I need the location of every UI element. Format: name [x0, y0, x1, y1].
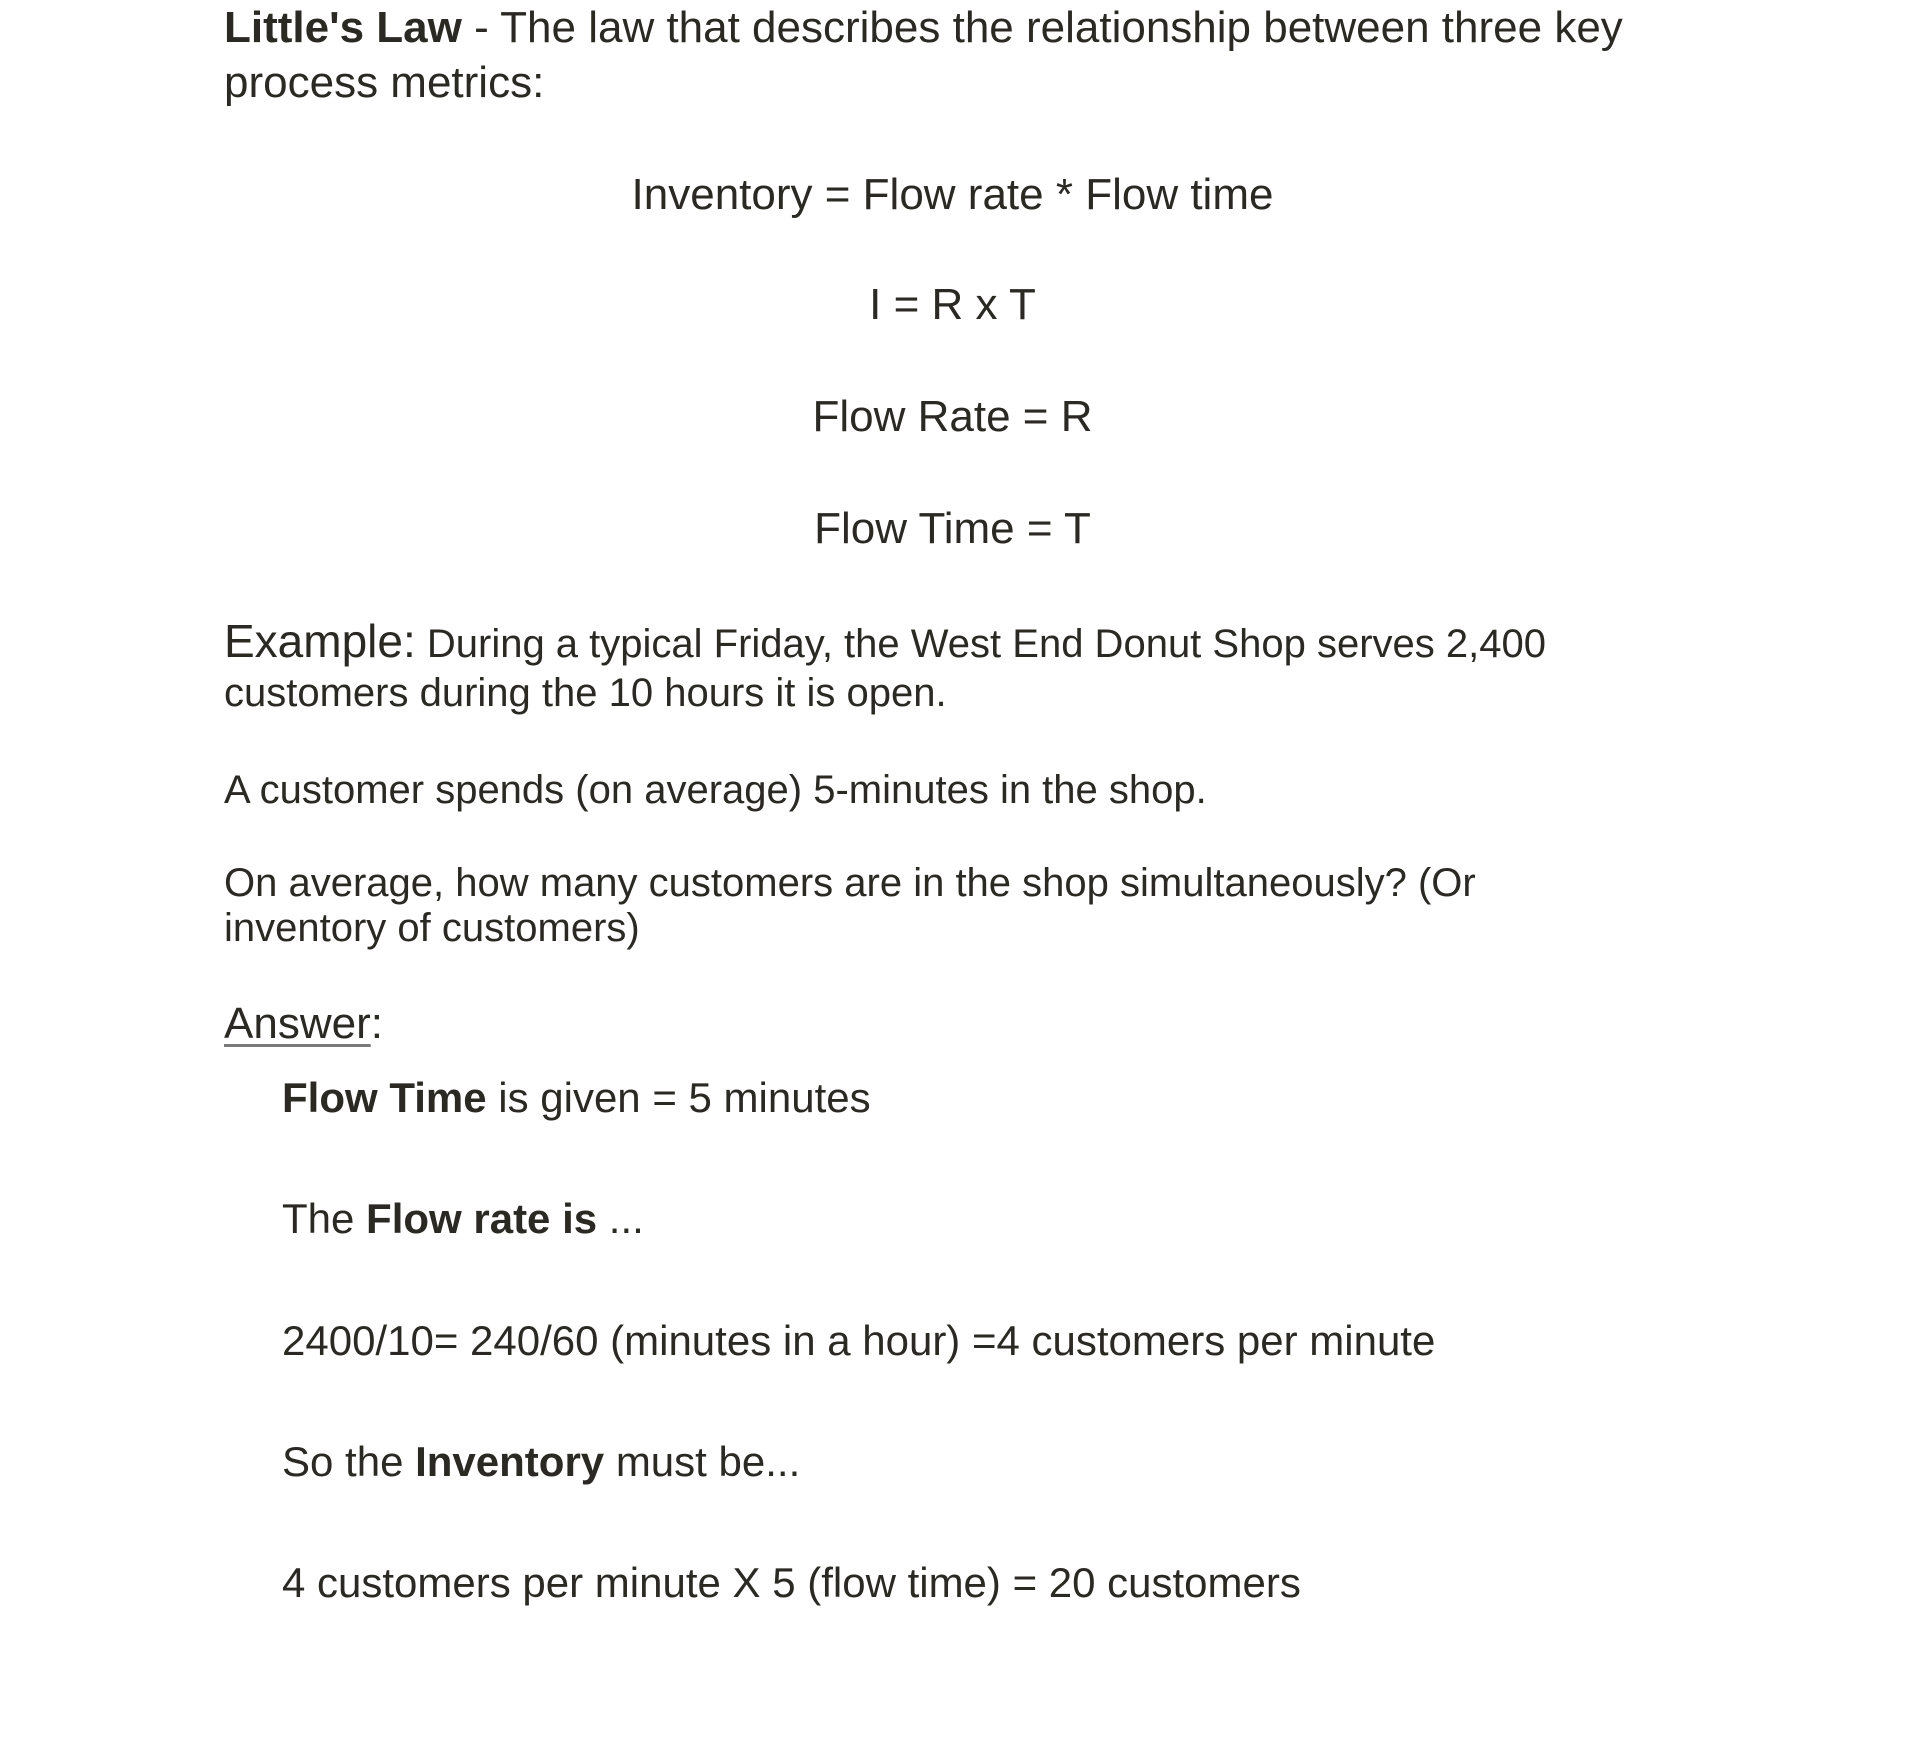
question-line-1: On average, how many customers are in the shop simultaneously? (Or [224, 861, 1476, 905]
answer-colon: : [370, 999, 383, 1048]
answer-label: Answer [224, 999, 371, 1048]
formula-short: I = R x T [869, 280, 1036, 329]
answer-step-5: 4 customers per minute X 5 (flow time) = 20 customers [282, 1559, 1301, 1606]
example-line-2: customers during the 10 hours it is open. [224, 671, 947, 715]
answer-step-4 [282, 1438, 801, 1485]
formula-full: Inventory = Flow rate * Flow time [631, 170, 1274, 219]
step1-bold: Flow Time [282, 1074, 487, 1121]
step4-pre: So the [282, 1438, 416, 1485]
definition-text: - The law that describes the relationship between three key [461, 3, 1623, 52]
step4-bold: Inventory [415, 1438, 605, 1485]
example-line-1 [224, 615, 1546, 667]
answer-heading [224, 999, 383, 1048]
step2-bold: Flow rate is [366, 1195, 598, 1242]
formula-flow-time: Flow Time = T [814, 504, 1091, 553]
example-text: During a typical Friday, the West End Donut Shop serves 2,400 [415, 622, 1546, 666]
example-label: Example: [224, 615, 416, 667]
answer-step-1 [282, 1074, 871, 1121]
answer-step-2 [282, 1195, 644, 1242]
answer-step-3: 2400/10= 240/60 (minutes in a hour) =4 customers per minute [282, 1317, 1436, 1364]
definition-line-2: process metrics: [224, 58, 545, 107]
step4-rest: must be... [604, 1438, 801, 1485]
question-line-2: inventory of customers) [224, 906, 640, 950]
definition-term: Little's Law [224, 3, 462, 52]
definition-line-1 [224, 3, 1623, 52]
step2-pre: The [282, 1195, 367, 1242]
step2-rest: ... [597, 1195, 644, 1242]
step1-rest: is given = 5 minutes [486, 1074, 871, 1121]
example-spend: A customer spends (on average) 5-minutes in the shop. [224, 768, 1207, 812]
formula-flow-rate: Flow Rate = R [812, 392, 1093, 441]
